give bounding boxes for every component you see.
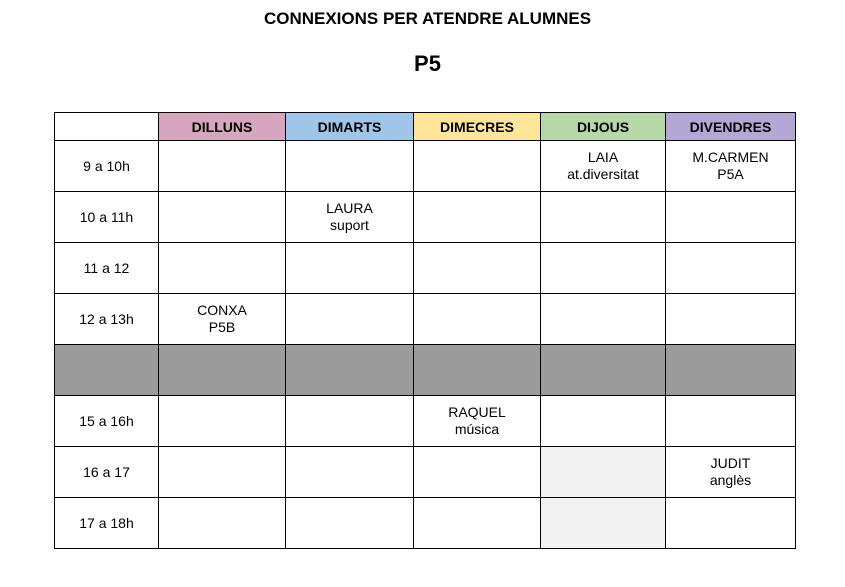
time-label: 9 a 10h	[55, 141, 159, 192]
time-label: 10 a 11h	[55, 192, 159, 243]
time-label: 17 a 18h	[55, 498, 159, 549]
schedule-cell	[666, 192, 796, 243]
schedule-cell	[666, 396, 796, 447]
header-row	[55, 113, 796, 141]
schedule-cell	[541, 243, 666, 294]
schedule-cell	[414, 243, 541, 294]
schedule-cell	[159, 345, 286, 396]
schedule-cell	[159, 396, 286, 447]
schedule-cell	[286, 141, 414, 192]
teacher-name: RAQUEL	[448, 404, 506, 420]
schedule-cell	[414, 294, 541, 345]
day-header: DIVENDRES	[666, 113, 796, 141]
teacher-name: LAURA	[326, 200, 373, 216]
schedule-cell	[414, 141, 541, 192]
schedule-cell	[286, 345, 414, 396]
time-label: 12 a 13h	[55, 294, 159, 345]
time-slot-row	[55, 498, 796, 549]
assignment-detail: at.diversitat	[567, 166, 639, 182]
time-slot-row	[55, 192, 796, 243]
page-subtitle: P5	[414, 51, 441, 76]
schedule-cell	[666, 498, 796, 549]
corner-cell	[55, 113, 159, 141]
day-header: DILLUNS	[159, 113, 286, 141]
schedule-cell	[286, 243, 414, 294]
day-header: DIMECRES	[414, 113, 541, 141]
day-header: DIJOUS	[541, 113, 666, 141]
schedule-cell	[286, 294, 414, 345]
schedule-cell	[666, 345, 796, 396]
teacher-name: M.CARMEN	[692, 149, 769, 165]
schedule-cell	[159, 192, 286, 243]
schedule-cell	[414, 192, 541, 243]
schedule-cell	[541, 192, 666, 243]
time-slot-row	[55, 447, 796, 498]
lunch-row	[55, 345, 796, 396]
assignment-detail: anglès	[709, 472, 752, 488]
schedule-cell	[414, 345, 541, 396]
schedule-cell	[159, 243, 286, 294]
time-label: 11 a 12	[55, 243, 159, 294]
schedule-cell	[541, 294, 666, 345]
schedule-cell	[541, 498, 666, 549]
schedule-cell	[159, 498, 286, 549]
page-title: CONNEXIONS PER ATENDRE ALUMNES	[263, 9, 592, 28]
teacher-name: LAIA	[587, 149, 619, 165]
schedule-cell	[286, 396, 414, 447]
time-label: 16 a 17	[55, 447, 159, 498]
schedule-cell	[666, 141, 796, 192]
time-slot-row	[55, 396, 796, 447]
schedule-cell	[666, 447, 796, 498]
schedule-cell	[414, 498, 541, 549]
time-label: 15 a 16h	[55, 396, 159, 447]
assignment-detail: P5A	[717, 166, 744, 182]
schedule-cell	[414, 447, 541, 498]
schedule-cell	[159, 447, 286, 498]
schedule-cell	[541, 447, 666, 498]
assignment-detail: P5B	[208, 319, 236, 335]
time-slot-row	[55, 243, 796, 294]
schedule-cell	[286, 447, 414, 498]
time-slot-row	[55, 141, 796, 192]
schedule-cell	[159, 294, 286, 345]
time-slot-row	[55, 294, 796, 345]
schedule-cell	[541, 345, 666, 396]
schedule-cell	[541, 396, 666, 447]
schedule-table	[54, 112, 796, 549]
assignment-detail: música	[454, 421, 500, 437]
assignment-detail: suport	[330, 217, 369, 233]
schedule-cell	[286, 498, 414, 549]
teacher-name: JUDIT	[710, 455, 751, 471]
schedule-cell	[159, 141, 286, 192]
schedule-cell	[541, 141, 666, 192]
time-label	[55, 345, 159, 396]
schedule-cell	[666, 243, 796, 294]
schedule-cell	[666, 294, 796, 345]
schedule-cell	[414, 396, 541, 447]
schedule-cell	[286, 192, 414, 243]
teacher-name: CONXA	[197, 302, 247, 318]
day-header: DIMARTS	[286, 113, 414, 141]
